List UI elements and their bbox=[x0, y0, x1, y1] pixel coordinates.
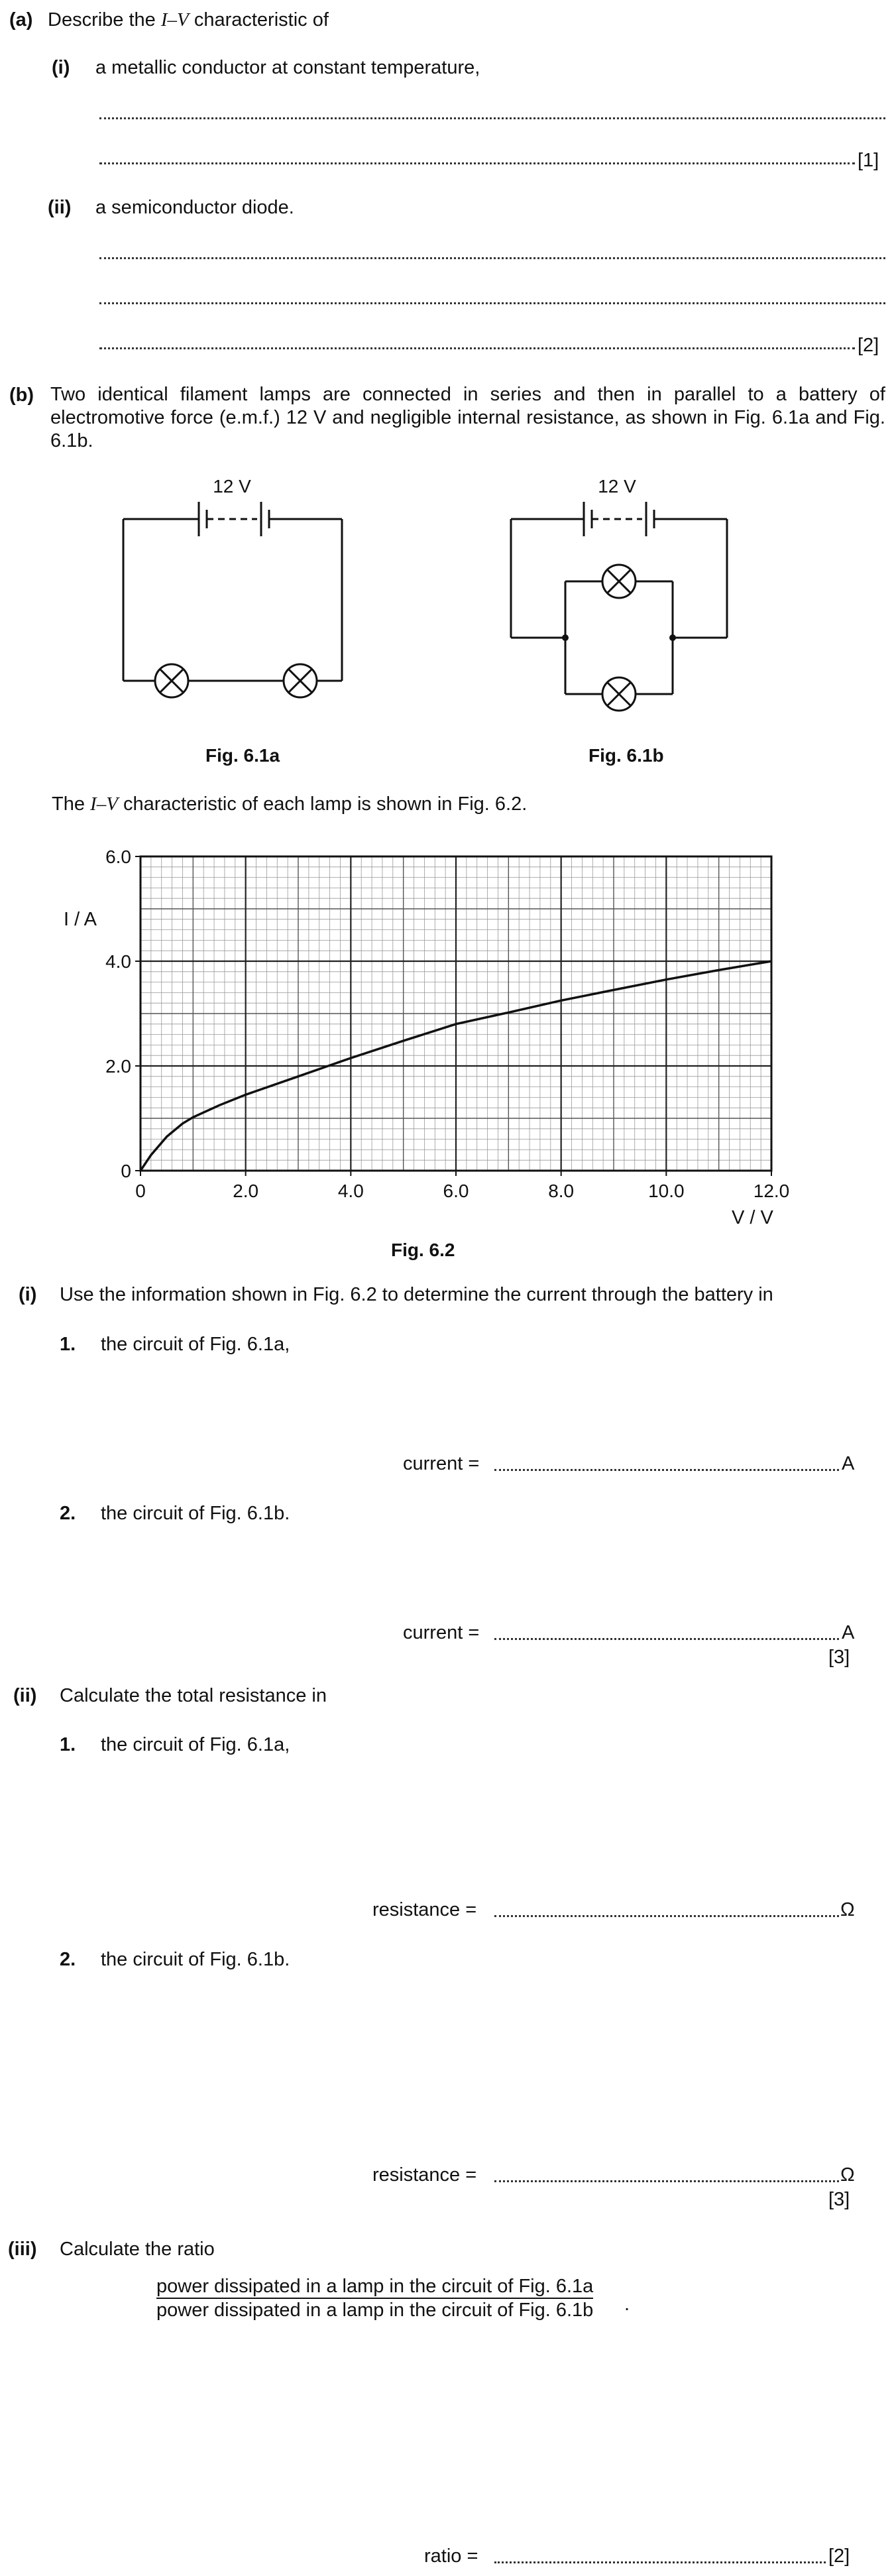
part-a-i-label: (i) bbox=[52, 57, 70, 78]
fig-6-2-caption: Fig. 6.2 bbox=[391, 1240, 455, 1260]
circuit-fig-6-1b bbox=[507, 467, 739, 732]
q-ii-text: Calculate the total resistance in bbox=[60, 1685, 327, 1706]
x-tick-label: 12.0 bbox=[753, 1181, 790, 1201]
q-iii-text: Calculate the ratio bbox=[60, 2239, 215, 2260]
ratio-answer-field[interactable] bbox=[494, 2561, 826, 2563]
graph-intro-prefix: The bbox=[52, 793, 85, 815]
q-ii-2-answer-field[interactable] bbox=[494, 2180, 839, 2182]
graph-intro-suffix: characteristic of each lamp is shown in Fig. 6.2. bbox=[123, 793, 528, 815]
q-i-1-answer-field[interactable] bbox=[494, 1469, 839, 1471]
ratio-answer-label: ratio = bbox=[424, 2546, 478, 2567]
lamp-icon bbox=[155, 664, 188, 697]
battery-label-b: 12 V bbox=[598, 476, 636, 497]
answer-line-a-ii-1[interactable] bbox=[99, 257, 885, 259]
part-b-intro: Two identical filament lamps are connected in series and then in parallel to a battery of electromotive force (e.m.f.) 12 V and negligible internal resistance, as shown in Fig. 6.1a and Fig. 6.1b. bbox=[50, 384, 885, 451]
ratio-period: . bbox=[624, 2294, 630, 2315]
circuit-fig-6-1a bbox=[119, 467, 351, 706]
q-i-1-unit: A bbox=[842, 1453, 855, 1474]
q-i-2-label: 2. bbox=[60, 1503, 76, 1524]
q-ii-label: (ii) bbox=[13, 1685, 37, 1706]
q-i-1-text: the circuit of Fig. 6.1a, bbox=[101, 1334, 290, 1355]
x-tick-label: 6.0 bbox=[443, 1181, 469, 1201]
part-a-ii-text: a semiconductor diode. bbox=[95, 197, 294, 218]
x-axis-label: V / V bbox=[732, 1207, 773, 1228]
x-tick-label: 0 bbox=[135, 1181, 146, 1201]
q-i-1-answer-label: current = bbox=[403, 1453, 480, 1474]
fig-6-1a-caption: Fig. 6.1a bbox=[205, 745, 280, 766]
q-ii-1-label: 1. bbox=[60, 1734, 76, 1755]
part-a-i-text: a metallic conductor at constant temperature, bbox=[95, 57, 480, 78]
answer-line-a-ii-2[interactable] bbox=[99, 302, 885, 304]
q-i-text: Use the information shown in Fig. 6.2 to determine the current through the battery in bbox=[60, 1284, 773, 1305]
q-ii-1-unit: Ω bbox=[840, 1899, 855, 1920]
lamp-icon bbox=[284, 664, 317, 697]
q-ii-1-answer-field[interactable] bbox=[494, 1915, 839, 1917]
x-tick-label: 10.0 bbox=[648, 1181, 685, 1201]
lamp-icon bbox=[602, 565, 636, 598]
x-tick-label: 8.0 bbox=[548, 1181, 575, 1201]
q-i-1-label: 1. bbox=[60, 1334, 76, 1355]
q-i-2-answer-label: current = bbox=[403, 1622, 480, 1643]
q-iii-label: (iii) bbox=[8, 2239, 37, 2260]
q-i-label: (i) bbox=[19, 1284, 37, 1305]
answer-line-a-i-2[interactable] bbox=[99, 162, 855, 164]
part-a-stem bbox=[48, 8, 329, 32]
y-tick-label: 0 bbox=[121, 1161, 131, 1181]
q-ii-2-answer-label: resistance = bbox=[372, 2164, 477, 2186]
mark-q-ii: [3] bbox=[828, 2189, 850, 2210]
answer-line-a-ii-3[interactable] bbox=[99, 347, 855, 349]
q-ii-1-text: the circuit of Fig. 6.1a, bbox=[101, 1734, 290, 1755]
part-a-stem-iv: I–V bbox=[160, 9, 189, 30]
mark-a-i: [1] bbox=[858, 150, 879, 171]
y-tick-label: 4.0 bbox=[105, 951, 131, 972]
y-axis-label: I / A bbox=[64, 909, 97, 930]
mark-q-i: [3] bbox=[828, 1647, 850, 1668]
q-i-2-answer-field[interactable] bbox=[494, 1638, 839, 1640]
x-tick-label: 4.0 bbox=[337, 1181, 364, 1201]
part-a-ii-label: (ii) bbox=[48, 197, 72, 218]
q-ii-1-answer-label: resistance = bbox=[372, 1899, 477, 1920]
y-tick-label: 2.0 bbox=[105, 1056, 131, 1077]
mark-q-iii: [2] bbox=[828, 2546, 850, 2567]
q-ii-2-text: the circuit of Fig. 6.1b. bbox=[101, 1949, 290, 1970]
x-tick-label: 2.0 bbox=[233, 1181, 259, 1201]
q-i-2-text: the circuit of Fig. 6.1b. bbox=[101, 1503, 290, 1524]
graph-intro bbox=[52, 792, 527, 816]
battery-label-a: 12 V bbox=[213, 476, 251, 497]
answer-line-a-i-1[interactable] bbox=[99, 117, 885, 119]
part-a-stem-suffix: characteristic of bbox=[194, 9, 329, 30]
q-i-2-unit: A bbox=[842, 1622, 855, 1643]
power-ratio-fraction bbox=[156, 2275, 593, 2321]
part-b-label: (b) bbox=[9, 384, 34, 406]
y-tick-label: 6.0 bbox=[105, 847, 131, 867]
part-a-stem-prefix: Describe the bbox=[48, 9, 156, 30]
ratio-numerator: power dissipated in a lamp in the circuit of Fig. 6.1a bbox=[156, 2275, 593, 2299]
fig-6-1b-caption: Fig. 6.1b bbox=[588, 745, 664, 766]
q-ii-2-unit: Ω bbox=[840, 2164, 855, 2186]
graph-intro-iv: I–V bbox=[90, 793, 118, 815]
q-ii-2-label: 2. bbox=[60, 1949, 76, 1970]
iv-characteristic-chart bbox=[40, 835, 809, 1233]
mark-a-ii: [2] bbox=[858, 335, 879, 356]
part-a-label: (a) bbox=[9, 9, 33, 30]
lamp-icon bbox=[602, 677, 636, 711]
ratio-denominator: power dissipated in a lamp in the circuit of Fig. 6.1b bbox=[156, 2300, 594, 2321]
